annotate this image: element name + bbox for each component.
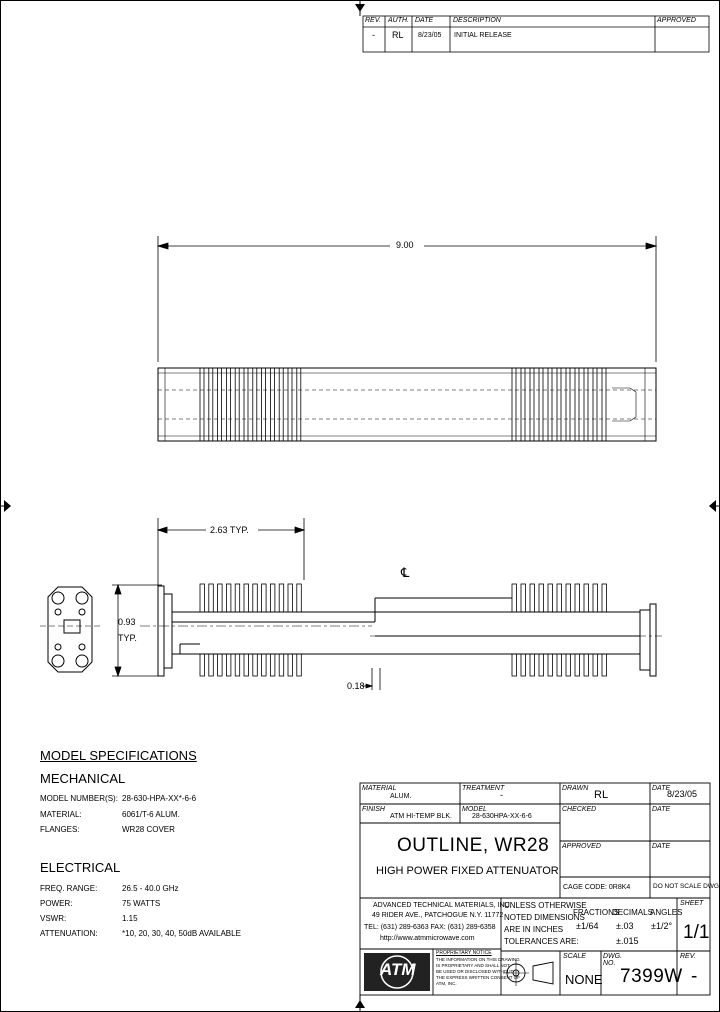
cooling-fin <box>602 584 607 612</box>
tolerance-line: UNLESS OTHERWISE <box>504 901 587 910</box>
elec-label: ATTENUATION: <box>40 929 98 938</box>
cooling-fin <box>226 654 231 676</box>
cooling-fin <box>521 584 526 612</box>
decimals-value-2: ±.015 <box>616 936 639 946</box>
cooling-fin <box>566 368 570 441</box>
cooling-fin <box>297 654 302 676</box>
cage-code: CAGE CODE: 0R8K4 <box>563 884 631 891</box>
scale-value: NONE <box>565 972 603 987</box>
cooling-fin <box>584 654 589 676</box>
cooling-fin <box>566 584 571 612</box>
rev-header-author: AUTH. <box>388 17 409 24</box>
cooling-fin <box>521 654 526 676</box>
treatment-label: TREATMENT <box>462 785 505 792</box>
dimension-fin-length-label: 2.63 TYP. <box>210 525 249 535</box>
drawing-title: OUTLINE, WR28 <box>397 835 550 856</box>
cooling-fin <box>602 368 606 441</box>
drawn-date-value: 8/23/05 <box>667 789 698 799</box>
cooling-fin <box>235 584 240 612</box>
cooling-fin <box>209 368 213 441</box>
cooling-fin <box>521 368 525 441</box>
rev-value: - <box>691 966 698 987</box>
cooling-fin <box>244 368 248 441</box>
model-value: 28-630HPA-XX-6-6 <box>472 813 532 820</box>
material-value: ALUM. <box>390 793 412 800</box>
rev-header-approved: APPROVED <box>657 17 696 24</box>
cooling-fin <box>279 368 283 441</box>
cooling-fin <box>593 654 598 676</box>
cooling-fin <box>218 584 223 612</box>
cooling-fin <box>297 368 301 441</box>
drawn-date-label: DATE <box>652 785 671 792</box>
cooling-fin <box>244 654 249 676</box>
cooling-fin <box>279 584 284 612</box>
elec-value: 75 WATTS <box>122 899 161 908</box>
cooling-fin <box>262 584 267 612</box>
rev-header-rev: REV. <box>365 17 381 24</box>
elec-value: 26.5 - 40.0 GHz <box>122 884 179 893</box>
drawing-subtitle: HIGH POWER FIXED ATTENUATOR <box>376 865 559 877</box>
atm-logo-text: ATM <box>380 960 416 979</box>
approved-date-label: DATE <box>652 843 671 850</box>
proprietary-line: ATM, INC. <box>436 981 457 986</box>
rev-row-date: 8/23/05 <box>418 32 442 39</box>
cooling-fin <box>557 584 562 612</box>
checked-label: CHECKED <box>562 806 597 813</box>
cooling-fin <box>218 368 222 441</box>
dimension-height-label: 0.93 <box>118 617 136 627</box>
cooling-fin <box>200 584 205 612</box>
cooling-fin <box>226 584 231 612</box>
cooling-fin <box>297 584 302 612</box>
fractions-value: ±1/64 <box>576 921 599 931</box>
cooling-fin <box>539 368 543 441</box>
company-line: 49 RIDER AVE., PATCHOGUE N.Y. 11772 <box>372 912 504 919</box>
elec-value: *10, 20, 30, 40, 50dB AVAILABLE <box>122 929 241 938</box>
checked-date-label: DATE <box>652 806 671 813</box>
finish-value: ATM HI-TEMP BLK. <box>390 813 452 820</box>
elec-label: POWER: <box>40 899 73 908</box>
cooling-fin <box>575 368 579 441</box>
cooling-fin <box>262 368 266 441</box>
cooling-fin <box>218 654 223 676</box>
cooling-fin <box>200 654 205 676</box>
rev-label: REV. <box>680 953 696 960</box>
cooling-fin <box>512 368 516 441</box>
model-label: MODEL <box>462 806 487 813</box>
cooling-fin <box>270 368 274 441</box>
drawn-value: RL <box>594 789 609 801</box>
scale-label: SCALE <box>563 953 586 960</box>
dimension-wall-label: 0.18 <box>347 681 365 691</box>
cooling-fin <box>209 654 214 676</box>
elec-value: 1.15 <box>122 914 138 923</box>
cooling-fin <box>226 368 230 441</box>
model-spec-title: MODEL SPECIFICATIONS <box>40 748 197 763</box>
cooling-fin <box>593 584 598 612</box>
approved-label: APPROVED <box>562 843 601 850</box>
sheet-value: 1/1 <box>683 922 710 943</box>
proprietary-title: PROPRIETARY NOTICE <box>436 950 492 956</box>
company-line: ADVANCED TECHNICAL MATERIALS, INC. <box>373 902 512 909</box>
rev-header-date: DATE <box>415 17 434 24</box>
flange-end-view <box>40 587 100 672</box>
elec-label: FREQ. RANGE: <box>40 884 98 893</box>
tolerance-line: TOLERANCES ARE: <box>504 937 579 946</box>
proprietary-line: THE INFORMATION ON THIS DRAWING <box>436 957 520 962</box>
mech-label: MATERIAL: <box>40 810 82 819</box>
rev-row-rev: - <box>372 30 375 40</box>
cooling-fin <box>288 368 292 441</box>
treatment-value: - <box>500 790 503 800</box>
cooling-fin <box>288 584 293 612</box>
cooling-fin <box>584 368 588 441</box>
cooling-fin <box>593 368 597 441</box>
drawn-label: DRAWN <box>562 785 589 792</box>
angles-label: ANGLES <box>650 908 683 917</box>
cooling-fin <box>209 584 214 612</box>
proprietary-line: IS PROPRIETARY AND SHALL NOT <box>436 963 510 968</box>
fractions-label: FRACTIONS <box>573 908 620 917</box>
mechanical-heading: MECHANICAL <box>40 771 126 786</box>
cooling-fin <box>584 584 589 612</box>
cooling-fin <box>279 654 284 676</box>
dimension-overall-label: 9.00 <box>396 240 414 250</box>
dimension-overall <box>158 236 656 362</box>
sheet-label: SHEET <box>680 900 704 907</box>
electrical-heading: ELECTRICAL <box>40 860 121 875</box>
cooling-fin <box>270 654 275 676</box>
rev-row-description: INITIAL RELEASE <box>454 32 512 39</box>
cooling-fin <box>200 368 204 441</box>
proprietary-line: THE EXPRESS WRITTEN CONSENT OF <box>436 975 520 980</box>
cooling-fin <box>270 584 275 612</box>
tolerance-line: NOTED DIMENSIONS <box>504 913 585 922</box>
do-not-scale: DO NOT SCALE DWG <box>653 883 719 890</box>
cooling-fin <box>530 368 534 441</box>
cooling-fin <box>288 654 293 676</box>
decimals-label: DECIMALS <box>612 908 653 917</box>
cooling-fin <box>512 584 517 612</box>
mech-value: 6061/T-6 ALUM. <box>122 810 180 819</box>
centerline-symbol: ℄ <box>401 565 410 580</box>
mech-value: WR28 COVER <box>122 825 175 834</box>
cooling-fin <box>530 654 535 676</box>
mech-label: MODEL NUMBER(S): <box>40 794 118 803</box>
dimension-height <box>112 585 162 676</box>
top-view <box>158 368 656 441</box>
dimension-height-suffix: TYP. <box>118 633 137 643</box>
tolerance-line: ARE IN INCHES <box>504 925 564 934</box>
dwg-label: DWG. NO. <box>603 953 623 967</box>
top-view-fins <box>200 368 606 441</box>
cooling-fin <box>253 368 257 441</box>
cooling-fin <box>262 654 267 676</box>
elec-label: VSWR: <box>40 914 67 923</box>
cooling-fin <box>539 584 544 612</box>
angles-value: ±1/2° <box>651 921 673 931</box>
material-label: MATERIAL <box>362 785 397 792</box>
proprietary-line: BE USED OR DISCLOSED WITHOUT <box>436 969 514 974</box>
cooling-fin <box>539 654 544 676</box>
cooling-fin <box>557 654 562 676</box>
cooling-fin <box>548 584 553 612</box>
cooling-fin <box>253 654 257 676</box>
rev-row-author: RL <box>392 30 404 40</box>
rev-header-description: DESCRIPTION <box>453 17 501 24</box>
mech-label: FLANGES: <box>40 825 80 834</box>
cooling-fin <box>548 368 552 441</box>
cooling-fin <box>575 584 580 612</box>
cooling-fin <box>557 368 561 441</box>
cooling-fin <box>235 654 240 676</box>
cooling-fin <box>244 584 249 612</box>
cooling-fin <box>253 584 257 612</box>
cooling-fin <box>530 584 535 612</box>
dimension-wall <box>362 668 380 690</box>
cooling-fin <box>575 654 580 676</box>
mech-value: 28-630-HPA-XX*-6-6 <box>122 794 197 803</box>
decimals-value-1: ±.03 <box>616 921 634 931</box>
company-line: http://www.atmmicrowave.com <box>380 935 475 942</box>
cooling-fin <box>235 368 239 441</box>
company-line: TEL: (631) 289-6363 FAX: (631) 289-6358 <box>364 924 496 931</box>
cooling-fin <box>602 654 607 676</box>
cooling-fin <box>512 654 517 676</box>
cooling-fin <box>566 654 571 676</box>
dwg-value: 7399W <box>620 966 683 987</box>
cooling-fin <box>548 654 553 676</box>
finish-label: FINISH <box>362 806 385 813</box>
